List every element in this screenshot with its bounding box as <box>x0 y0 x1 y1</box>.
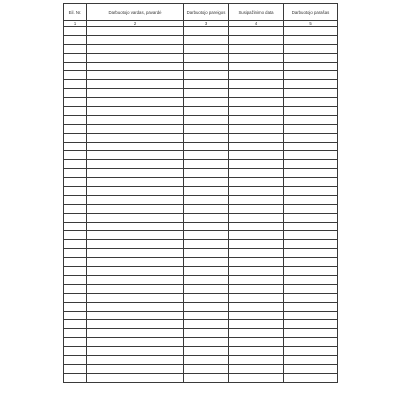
empty-cell <box>64 53 87 62</box>
empty-cell <box>284 373 338 382</box>
empty-cell <box>87 240 184 249</box>
empty-cell <box>184 249 229 258</box>
empty-cell <box>284 107 338 116</box>
empty-cell <box>184 44 229 53</box>
empty-cell <box>229 115 284 124</box>
empty-row <box>64 275 338 284</box>
empty-cell <box>284 311 338 320</box>
empty-cell <box>87 364 184 373</box>
empty-cell <box>229 364 284 373</box>
empty-row <box>64 107 338 116</box>
empty-cell <box>87 98 184 107</box>
empty-cell <box>64 373 87 382</box>
empty-cell <box>184 329 229 338</box>
empty-cell <box>64 151 87 160</box>
empty-cell <box>64 142 87 151</box>
empty-cell <box>284 302 338 311</box>
empty-cell <box>184 35 229 44</box>
empty-cell <box>64 178 87 187</box>
empty-cell <box>87 302 184 311</box>
empty-cell <box>284 151 338 160</box>
empty-cell <box>229 107 284 116</box>
empty-cell <box>87 258 184 267</box>
empty-cell <box>64 89 87 98</box>
empty-cell <box>284 338 338 347</box>
empty-cell <box>64 62 87 71</box>
empty-cell <box>229 53 284 62</box>
empty-cell <box>87 355 184 364</box>
empty-cell <box>284 115 338 124</box>
empty-row <box>64 160 338 169</box>
empty-cell <box>64 364 87 373</box>
empty-cell <box>229 338 284 347</box>
empty-cell <box>64 204 87 213</box>
empty-cell <box>64 302 87 311</box>
empty-cell <box>64 320 87 329</box>
empty-cell <box>284 347 338 356</box>
empty-row <box>64 44 338 53</box>
empty-cell <box>229 240 284 249</box>
empty-cell <box>64 187 87 196</box>
empty-row <box>64 338 338 347</box>
empty-cell <box>229 249 284 258</box>
empty-cell <box>284 187 338 196</box>
empty-cell <box>184 284 229 293</box>
empty-row <box>64 142 338 151</box>
empty-cell <box>64 27 87 36</box>
empty-cell <box>184 373 229 382</box>
empty-cell <box>87 311 184 320</box>
column-number: 4 <box>229 21 284 27</box>
empty-cell <box>184 124 229 133</box>
empty-cell <box>184 115 229 124</box>
empty-row <box>64 71 338 80</box>
empty-cell <box>284 267 338 276</box>
empty-row <box>64 293 338 302</box>
column-number: 3 <box>184 21 229 27</box>
empty-cell <box>284 53 338 62</box>
empty-cell <box>184 293 229 302</box>
empty-row <box>64 222 338 231</box>
empty-cell <box>229 373 284 382</box>
empty-cell <box>184 62 229 71</box>
empty-cell <box>64 107 87 116</box>
empty-row <box>64 53 338 62</box>
empty-cell <box>87 213 184 222</box>
empty-cell <box>64 284 87 293</box>
empty-cell <box>229 160 284 169</box>
empty-cell <box>64 169 87 178</box>
empty-cell <box>87 169 184 178</box>
empty-cell <box>284 213 338 222</box>
empty-cell <box>284 80 338 89</box>
empty-row <box>64 178 338 187</box>
empty-cell <box>184 89 229 98</box>
header-employee-signature: Darbuotojo parašas <box>284 4 338 21</box>
empty-cell <box>284 320 338 329</box>
empty-cell <box>64 338 87 347</box>
empty-cell <box>229 151 284 160</box>
empty-cell <box>87 222 184 231</box>
empty-cell <box>87 80 184 89</box>
empty-cell <box>229 27 284 36</box>
empty-cell <box>284 62 338 71</box>
empty-cell <box>284 240 338 249</box>
empty-cell <box>64 195 87 204</box>
empty-row <box>64 124 338 133</box>
empty-cell <box>64 80 87 89</box>
empty-cell <box>87 187 184 196</box>
empty-cell <box>284 169 338 178</box>
empty-cell <box>229 213 284 222</box>
empty-cell <box>229 267 284 276</box>
empty-cell <box>229 44 284 53</box>
empty-cell <box>284 275 338 284</box>
empty-row <box>64 373 338 382</box>
empty-cell <box>87 320 184 329</box>
empty-cell <box>87 204 184 213</box>
empty-cell <box>184 302 229 311</box>
empty-row <box>64 98 338 107</box>
empty-cell <box>229 311 284 320</box>
empty-cell <box>184 187 229 196</box>
header-row-number: Eil. Nr. <box>64 4 87 21</box>
column-number: 1 <box>64 21 87 27</box>
empty-cell <box>184 27 229 36</box>
empty-cell <box>87 178 184 187</box>
empty-cell <box>64 267 87 276</box>
empty-cell <box>64 44 87 53</box>
empty-cell <box>184 275 229 284</box>
empty-cell <box>229 355 284 364</box>
empty-cell <box>184 320 229 329</box>
header-employee-position: Darbuotojo pareigos <box>184 4 229 21</box>
employee-acknowledgement-table <box>63 3 338 383</box>
empty-cell <box>229 195 284 204</box>
empty-cell <box>229 133 284 142</box>
empty-row <box>64 347 338 356</box>
column-number: 5 <box>284 21 338 27</box>
empty-cell <box>87 71 184 80</box>
empty-cell <box>229 329 284 338</box>
empty-cell <box>64 347 87 356</box>
empty-cell <box>229 142 284 151</box>
empty-cell <box>229 187 284 196</box>
empty-cell <box>87 142 184 151</box>
empty-cell <box>64 213 87 222</box>
empty-cell <box>64 293 87 302</box>
empty-cell <box>64 71 87 80</box>
empty-row <box>64 133 338 142</box>
empty-cell <box>184 98 229 107</box>
empty-cell <box>184 169 229 178</box>
empty-cell <box>284 160 338 169</box>
empty-row <box>64 213 338 222</box>
empty-cell <box>229 258 284 267</box>
empty-cell <box>64 240 87 249</box>
empty-row <box>64 320 338 329</box>
empty-row <box>64 187 338 196</box>
empty-cell <box>284 284 338 293</box>
empty-cell <box>284 27 338 36</box>
empty-cell <box>87 44 184 53</box>
empty-cell <box>184 204 229 213</box>
empty-cell <box>284 364 338 373</box>
empty-cell <box>229 222 284 231</box>
empty-cell <box>284 89 338 98</box>
empty-cell <box>284 355 338 364</box>
empty-row <box>64 35 338 44</box>
column-number: 2 <box>87 21 184 27</box>
empty-cell <box>284 258 338 267</box>
empty-cell <box>87 53 184 62</box>
empty-cell <box>64 160 87 169</box>
empty-cell <box>64 355 87 364</box>
empty-cell <box>229 169 284 178</box>
empty-row <box>64 302 338 311</box>
empty-cell <box>64 329 87 338</box>
empty-cell <box>184 347 229 356</box>
empty-cell <box>284 204 338 213</box>
empty-cell <box>87 267 184 276</box>
empty-cell <box>284 249 338 258</box>
empty-cell <box>184 133 229 142</box>
empty-row <box>64 249 338 258</box>
empty-cell <box>229 293 284 302</box>
empty-cell <box>229 284 284 293</box>
empty-cell <box>87 329 184 338</box>
empty-cell <box>184 107 229 116</box>
empty-cell <box>184 258 229 267</box>
empty-cell <box>64 275 87 284</box>
empty-cell <box>87 133 184 142</box>
empty-cell <box>184 80 229 89</box>
empty-row <box>64 169 338 178</box>
empty-cell <box>229 62 284 71</box>
empty-cell <box>64 249 87 258</box>
empty-cell <box>87 338 184 347</box>
empty-cell <box>229 302 284 311</box>
empty-cell <box>184 231 229 240</box>
empty-row <box>64 329 338 338</box>
empty-cell <box>284 133 338 142</box>
empty-cell <box>184 53 229 62</box>
empty-cell <box>184 355 229 364</box>
empty-cell <box>284 222 338 231</box>
empty-row <box>64 231 338 240</box>
empty-cell <box>184 222 229 231</box>
empty-cell <box>87 284 184 293</box>
empty-cell <box>229 98 284 107</box>
empty-cell <box>229 178 284 187</box>
empty-cell <box>87 160 184 169</box>
empty-cell <box>184 151 229 160</box>
empty-cell <box>229 35 284 44</box>
empty-cell <box>284 231 338 240</box>
empty-cell <box>284 293 338 302</box>
empty-cell <box>229 231 284 240</box>
empty-cell <box>87 293 184 302</box>
empty-cell <box>184 267 229 276</box>
empty-cell <box>229 347 284 356</box>
empty-cell <box>229 204 284 213</box>
empty-cell <box>64 35 87 44</box>
empty-row <box>64 284 338 293</box>
empty-row <box>64 27 338 36</box>
empty-cell <box>64 124 87 133</box>
empty-cell <box>184 240 229 249</box>
empty-cell <box>284 44 338 53</box>
empty-cell <box>284 35 338 44</box>
empty-cell <box>284 98 338 107</box>
empty-cell <box>229 80 284 89</box>
empty-cell <box>87 115 184 124</box>
empty-cell <box>284 178 338 187</box>
empty-cell <box>284 124 338 133</box>
empty-row <box>64 115 338 124</box>
empty-cell <box>87 62 184 71</box>
header-employee-name: Darbuotojo vardas, pavardė <box>87 4 184 21</box>
empty-cell <box>87 107 184 116</box>
empty-row <box>64 204 338 213</box>
empty-cell <box>87 151 184 160</box>
empty-row <box>64 80 338 89</box>
empty-row <box>64 258 338 267</box>
empty-row <box>64 355 338 364</box>
empty-cell <box>87 35 184 44</box>
empty-row <box>64 62 338 71</box>
empty-cell <box>184 160 229 169</box>
empty-cell <box>64 222 87 231</box>
empty-cell <box>184 338 229 347</box>
empty-cell <box>184 178 229 187</box>
header-acknowledgement-date: Susipažinimo data <box>229 4 284 21</box>
empty-cell <box>87 231 184 240</box>
empty-cell <box>64 258 87 267</box>
empty-row <box>64 267 338 276</box>
empty-row <box>64 311 338 320</box>
empty-row <box>64 89 338 98</box>
empty-row <box>64 151 338 160</box>
empty-cell <box>87 124 184 133</box>
empty-row <box>64 195 338 204</box>
empty-row <box>64 364 338 373</box>
empty-cell <box>184 195 229 204</box>
empty-cell <box>284 142 338 151</box>
empty-cell <box>64 133 87 142</box>
empty-cell <box>64 98 87 107</box>
empty-cell <box>64 115 87 124</box>
empty-cell <box>64 311 87 320</box>
empty-cell <box>284 195 338 204</box>
empty-cell <box>284 71 338 80</box>
empty-cell <box>87 347 184 356</box>
empty-cell <box>87 249 184 258</box>
empty-cell <box>184 142 229 151</box>
empty-cell <box>229 71 284 80</box>
empty-cell <box>184 311 229 320</box>
empty-cell <box>87 89 184 98</box>
empty-cell <box>184 364 229 373</box>
empty-cell <box>184 213 229 222</box>
empty-cell <box>284 329 338 338</box>
empty-cell <box>184 71 229 80</box>
empty-cell <box>87 27 184 36</box>
empty-cell <box>229 320 284 329</box>
header-row <box>64 4 338 21</box>
empty-cell <box>229 275 284 284</box>
empty-cell <box>87 195 184 204</box>
empty-cell <box>64 231 87 240</box>
empty-cell <box>229 124 284 133</box>
empty-cell <box>87 275 184 284</box>
empty-cell <box>229 89 284 98</box>
empty-row <box>64 240 338 249</box>
empty-cell <box>87 373 184 382</box>
